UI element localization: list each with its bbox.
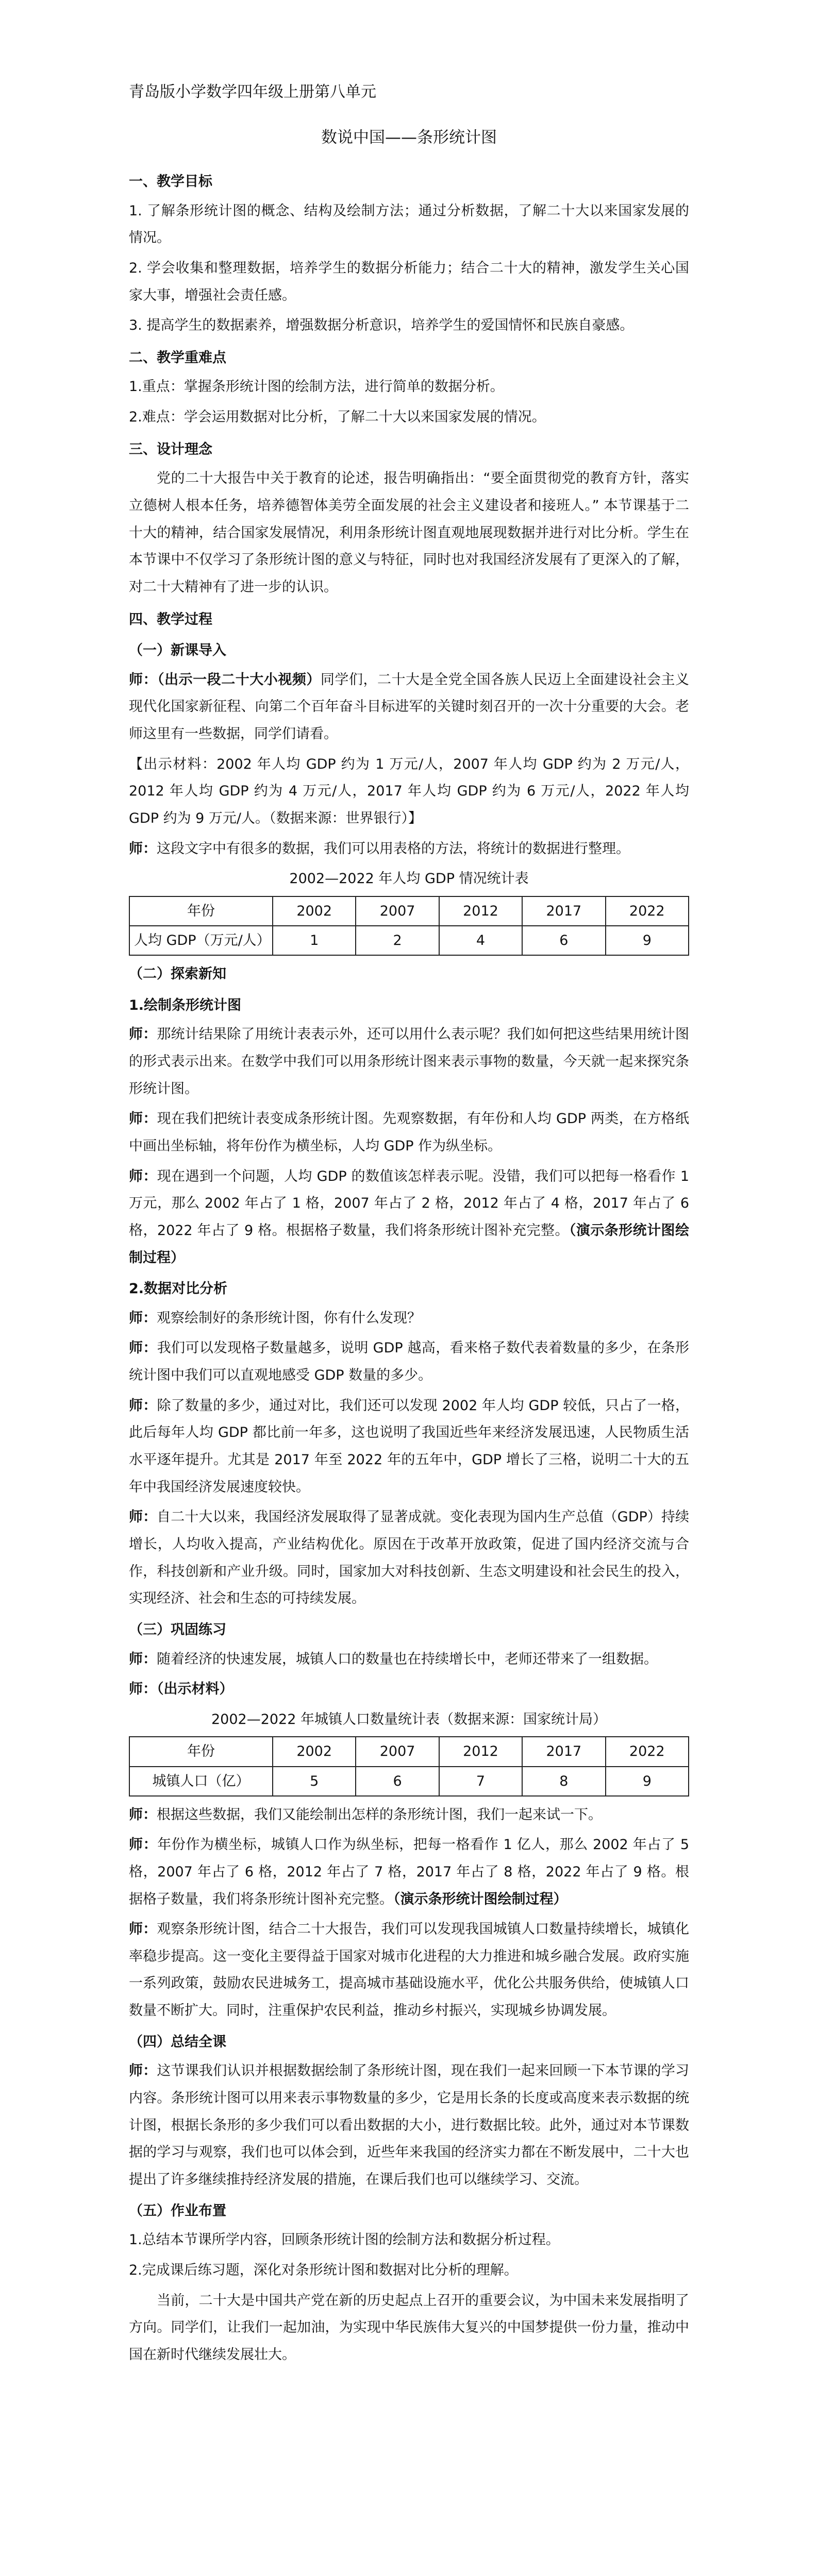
table-cell: 6: [356, 1767, 439, 1796]
teacher-line: [129, 1393, 689, 1501]
key-point-item: 1.重点：掌握条形统计图的绘制方法，进行简单的数据分析。: [129, 379, 504, 395]
teacher-text: 随着经济的快速发展，城镇人口的数量也在持续增长中，老师还带来了一组数据。: [157, 1651, 658, 1667]
teacher-line: [129, 1163, 689, 1272]
material-text: 【出示材料：2002 年人均 GDP 约为 1 万元/人，2007 年人均 GDP 约为 2 万元/人，2012 年人均 GDP 约为 4 万元/人，2017 年人均 GDP 约为 6 万元/人，2022 年人均 GDP 约为 9 万元/人。（数据来源：世界银行）】: [129, 756, 689, 827]
teacher-text: 这节课我们认识并根据数据绘制了条形统计图，现在我们一起来回顾一下本节课的学习内容。条形统计图可以用来表示事物数量的多少，它是用长条的长度或高度来表示数据的统计图，根据长条形的多少我们可以看出数据的大小，进行数据比较。此外，通过对本节课数据的学习与观察，我们也可以体会到，近些年来我国的经济实力都在不断发展中，二十大也提出了许多继续推持经济发展的措施，在课后我们也可以继续学习、交流。: [129, 2063, 689, 2188]
sub-heading-draw: 1.绘制条形统计图: [129, 997, 242, 1013]
table-row-label: 人均 GDP（万元/人）: [129, 926, 273, 955]
stage-note: （演示条形统计图绘制过程）: [393, 1891, 567, 1907]
teacher-text: 同学们，二十大是全党全国各族人民迈上全面建设社会主义现代化国家新征程、向第二个百年奋斗目标进军的关键时刻召开的一次十分重要的大会。老师这里有一些数据，同学们请看。: [129, 671, 690, 742]
table-cell: 1: [273, 926, 356, 955]
teacher-text: 根据这些数据，我们又能绘制出怎样的条形统计图，我们一起来试一下。: [157, 1806, 602, 1823]
teacher-text: 现在我们把统计表变成条形统计图。先观察数据，有年份和人均 GDP 两类，在方格纸中画出坐标轴，将年份作为横坐标，人均 GDP 作为纵坐标。: [129, 1111, 689, 1154]
section-heading-design: 三、设计理念: [129, 441, 212, 457]
speaker-label: 师：: [129, 1681, 157, 1698]
subsection-heading-summary: （四）总结全课: [129, 2033, 226, 2050]
table-header-cell: 2012: [439, 896, 522, 926]
stage-note: （出示材料）: [157, 1681, 233, 1698]
table-header-cell: 2007: [356, 896, 439, 926]
homework-item: 2.完成课后练习题，深化对条形统计图和数据对比分析的理解。: [129, 2262, 518, 2278]
subsection-heading-practice: （三）巩固练习: [129, 1621, 226, 1638]
speaker-label: 师：: [129, 1509, 157, 1526]
table-header-cell: 年份: [129, 1737, 273, 1766]
teacher-line: [129, 1106, 689, 1160]
teacher-text: 那统计结果除了用统计表表示外，还可以用什么表示呢？我们如何把这些结果用统计图的形式表示出来。在数学中我们可以用条形统计图来表示事物的数量，今天就一起来探究条形统计图。: [129, 1026, 689, 1097]
speaker-label: 师：: [129, 671, 158, 688]
table-cell: 2: [356, 926, 439, 955]
subsection-heading-intro: （一）新课导入: [129, 642, 226, 659]
table-header-cell: 2022: [606, 896, 689, 926]
teacher-text: 现在遇到一个问题，人均 GDP 的数值该怎样表示呢。没错，我们可以把每一格看作 1 万元，那么 2002 年占了 1 格，2007 年占了 2 格，2012 年占了 4 格，2017 年占了 6 格，2022 年占了 9 格。根据格子数量，我们将条形统计图补充完整。: [129, 1168, 690, 1239]
table-header-cell: 2017: [522, 1737, 605, 1766]
table-cell: 6: [522, 926, 605, 955]
objective-item: 1. 了解条形统计图的概念、结构及绘制方法；通过分析数据，了解二十大以来国家发展的情况。: [129, 202, 689, 246]
teacher-text: 我们可以发现格子数量越多，说明 GDP 越高，看来格子数代表着数量的多少，在条形统计图中我们可以直观地感受 GDP 数量的多少。: [129, 1340, 689, 1384]
table-row: [129, 1737, 689, 1766]
objective-item: 2. 学会收集和整理数据，培养学生的数据分析能力；结合二十大的精神，激发学生关心国家大事，增强社会责任感。: [129, 260, 689, 303]
section-heading-process: 四、教学过程: [129, 611, 212, 628]
speaker-label: 师：: [129, 1651, 157, 1667]
table-header-cell: 年份: [129, 896, 273, 926]
speaker-label: 师：: [129, 1837, 158, 1853]
speaker-label: 师：: [129, 1397, 157, 1414]
table-header-cell: 2022: [606, 1737, 689, 1766]
homework-item: 1.总结本节课所学内容，回顾条形统计图的绘制方法和数据分析过程。: [129, 2232, 560, 2248]
closing-paragraph: 当前，二十大是中国共产党在新的历史起点上召开的重要会议，为中国未来发展指明了方向。同学们，让我们一起加油，为实现中华民族伟大复兴的中国梦提供一份力量，推动中国在新时代继续发展壮大。: [129, 2292, 689, 2363]
teacher-text: 观察条形统计图，结合二十大报告，我们可以发现我国城镇人口数量持续增长，城镇化率稳步提高。这一变化主要得益于国家对城市化进程的大力推进和城乡融合发展。政府实施一系列政策，鼓励农民进城务工，提高城市基础设施水平，优化公共服务供给，使城镇人口数量不断扩大。同时，注重保护农民利益，推动乡村振兴，实现城乡协调发展。: [129, 1921, 689, 2019]
teacher-text: 除了数量的多少，通过对比，我们还可以发现 2002 年人均 GDP 较低，只占了一格，此后每年人均 GDP 都比前一年多，这也说明了我国近些年来经济发展迅速，人民物质生活水平逐年提升。尤其是 2017 年至 2022 年的五年中，GDP 增长了三格，说明二十大的五年中我国经济发展速度较快。: [129, 1397, 689, 1495]
teacher-line: [129, 1802, 689, 1829]
table-row-label: 城镇人口（亿）: [129, 1767, 273, 1796]
teacher-line: [129, 1335, 689, 1389]
urban-population-table: [129, 1736, 689, 1796]
objective-item: 3. 提高学生的数据素养，增强数据分析意识，培养学生的爱国情怀和民族自豪感。: [129, 317, 634, 334]
table-caption-gdp: 2002—2022 年人均 GDP 情况统计表: [289, 871, 529, 887]
speaker-label: 师：: [129, 1806, 157, 1823]
teacher-line: [129, 1021, 689, 1103]
table-header-cell: 2002: [273, 896, 356, 926]
table-cell: 9: [606, 926, 689, 955]
sub-heading-analysis: 2.数据对比分析: [129, 1281, 228, 1297]
teacher-line: [129, 1832, 689, 1913]
table-caption-urban: 2002—2022 年城镇人口数量统计表（数据来源：国家统计局）: [211, 1711, 607, 1727]
speaker-label: 师：: [129, 1310, 157, 1326]
gdp-table: [129, 896, 689, 956]
teacher-text: 自二十大以来，我国经济发展取得了显著成就。变化表现为国内生产总值（GDP）持续增长，人均收入提高，产业结构优化。原因在于改革开放政策，促进了国内经济交流与合作，科技创新和产业升级。同时，国家加大对科技创新、生态文明建设和社会民生的投入，实现经济、社会和生态的可持续发展。: [129, 1509, 690, 1607]
speaker-label: 师：: [129, 1111, 157, 1127]
teacher-text: 年份作为横坐标，城镇人口作为纵坐标，把每一格看作 1 亿人，那么 2002 年占了 5 格，2007 年占了 6 格，2012 年占了 7 格，2017 年占了 8 格，2022 年占了 9 格。根据格子数量，我们将条形统计图补充完整。: [129, 1837, 690, 1907]
doc-title: 青岛版小学数学四年级上册第八单元: [129, 83, 376, 101]
teacher-text: 这段文字中有很多的数据，我们可以用表格的方法，将统计的数据进行整理。: [157, 840, 630, 857]
speaker-label: 师：: [129, 840, 157, 857]
speaker-label: 师：: [129, 1168, 157, 1184]
table-header-cell: 2007: [356, 1737, 439, 1766]
table-cell: 7: [439, 1767, 522, 1796]
teacher-line: [129, 1676, 689, 1703]
teacher-line: [129, 667, 689, 748]
table-header-cell: 2002: [273, 1737, 356, 1766]
teacher-line: [129, 2058, 689, 2193]
speaker-label: 师：: [129, 1340, 157, 1357]
teacher-line: [129, 836, 689, 863]
table-cell: 5: [273, 1767, 356, 1796]
teacher-line: [129, 1504, 689, 1613]
stage-note: （演示条形统计图绘制过程）: [129, 1222, 690, 1266]
table-row: [129, 896, 689, 926]
teacher-line: [129, 1305, 689, 1332]
section-heading-objectives: 一、教学目标: [129, 173, 212, 190]
subsection-heading-homework: （五）作业布置: [129, 2202, 226, 2219]
table-header-cell: 2017: [522, 896, 605, 926]
table-row: [129, 1767, 689, 1796]
teacher-text: 观察绘制好的条形统计图，你有什么发现？: [157, 1310, 421, 1326]
section-heading-key-points: 二、教学重难点: [129, 349, 226, 366]
speaker-label: 师：: [129, 1026, 157, 1043]
table-cell: 8: [522, 1767, 605, 1796]
subsection-heading-explore: （二）探索新知: [129, 966, 226, 982]
table-row: [129, 926, 689, 955]
key-point-item: 2.难点：学会运用数据对比分析，了解二十大以来国家发展的情况。: [129, 409, 546, 426]
table-header-cell: 2012: [439, 1737, 522, 1766]
teacher-line: [129, 1916, 689, 2025]
design-paragraph: 党的二十大报告中关于教育的论述，报告明确指出：“要全面贯彻党的教育方针，落实立德树人根本任务，培养德智体美劳全面发展的社会主义建设者和接班人。” 本节课基于二十大的精神，结合国家发展情况，利用条形统计图直观地展现数据并进行对比分析。学生在本节课中不仅学习了条形统计图的意义与特征，同时也对我国经济发展有了更深入的了解，对二十大精神有了进一步的认识。: [129, 470, 689, 595]
speaker-label: 师：: [129, 1921, 157, 1938]
table-cell: 4: [439, 926, 522, 955]
teacher-line: [129, 1646, 689, 1673]
stage-note: （出示一段二十大小视频）: [157, 671, 321, 688]
table-cell: 9: [606, 1767, 689, 1796]
lesson-title: 数说中国——条形统计图: [321, 128, 497, 147]
speaker-label: 师：: [129, 2063, 157, 2079]
